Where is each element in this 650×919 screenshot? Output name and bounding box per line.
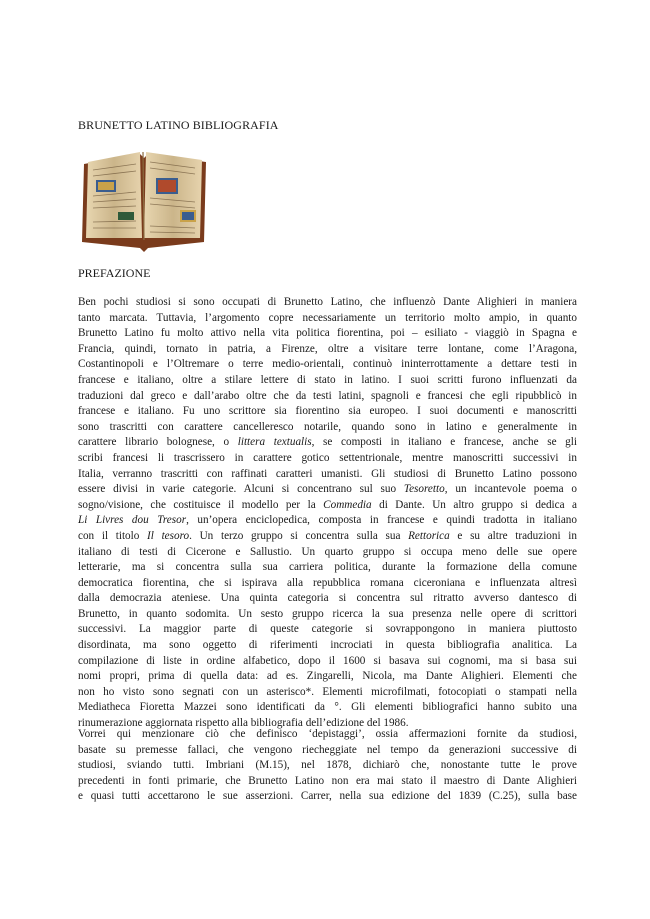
text-line: francese e italiano, oltre a stilare lettere di stato in latino. I suoi scritti furono influenzati da — [78, 373, 577, 386]
text-line: non ho visto sono segnati con un asterisco*. Elementi microfilmati, fotocopiati o stampati nella — [78, 685, 577, 698]
text-line: Vorrei qui menzionare ciò che definisco ‘depistaggi’, ossia affermazioni fornite da studiosi, — [78, 728, 577, 740]
text-line: democratica fiorentina, che si ispirava alla repubblica romana ciceroniana e influenzata altresì — [78, 576, 577, 589]
text-line: sono trascritti con carattere cancelleresco notarile, quando sono in latino e generalmente in — [78, 420, 577, 433]
paragraph-preface-1 — [78, 295, 577, 732]
text-line: scribi francesi li trascrissero in carattere gotico settentrionale, mentre manoscritti successivi in — [78, 451, 577, 464]
text-line: dalla democrazia ateniese. Una quinta categoria si concentra sul ritratto avverso dantesco di — [78, 592, 577, 605]
text-line: letterarie, ma si concentra sulla sua carriera politica, durante la formazione della comune — [78, 561, 577, 574]
text-line: compilazione di liste in ordine alfabetico, dopo il 1600 si basava sui cognomi, ma si basa sui — [78, 654, 577, 667]
text-line: sogno/visione, che costituisce il modello per la Commedia di Dante. Un altro gruppo si dedica a — [78, 498, 577, 511]
paragraph-preface-2 — [78, 727, 577, 805]
illuminated-manuscript-book-icon — [78, 142, 210, 252]
text-line: precedenti in fonti primarie, che Brunetto Latino non era mai stato il maestro di Dante Alighieri — [78, 774, 577, 787]
section-heading: PREFAZIONE — [78, 266, 151, 280]
text-line: traduzioni dal greco e dall’arabo oltre che da testi latini, spagnoli e francesi che egli ripubblicò in — [78, 389, 577, 402]
text-line: Li Livres dou Tresor, un’opera enciclopedica, composta in francese e quindi tradotta in italiano — [78, 514, 577, 527]
text-line: Francia, quindi, tornato in patria, a Firenze, oltre a visitare terre lontane, come l’Aragona, — [78, 342, 577, 355]
text-line: studiosi, sviando tutti. Imbriani (M.15), nel 1878, dichiarò che, nonostante tutte le prove — [78, 759, 577, 772]
text-line: nomi propri, prima di quella data: ad es. Zingarelli, Nicola, ma Dante Alighieri. Elementi che — [78, 670, 577, 683]
document-title: BRUNETTO LATINO BIBLIOGRAFIA — [78, 118, 279, 132]
text-line: Brunetto, in quanto sodomita. Un sesto gruppo ricerca la sua presenza nelle opere di scrittori — [78, 607, 577, 620]
text-line: Costantinopoli e l’Oltremare o terre medio-orientali, continuò ininterrottamente a dettare testi in — [78, 358, 577, 371]
text-line: rinumerazione aggiornata rispetto alla bibliografia dell’edizione del 1986. — [78, 717, 409, 730]
text-line: Brunetto Latino fu molto attivo nella vita politica fiorentina, poi – esiliato - viaggiò in Spagna e — [78, 327, 577, 340]
text-line: Ben pochi studiosi si sono occupati di Brunetto Latino, che influenzò Dante Alighieri in maniera — [78, 296, 577, 308]
text-line: carattere librario bolognese, o littera textualis, se composti in italiano e francese, anche se gli — [78, 436, 577, 449]
text-line: italiano di testi di Cicerone e Sallustio. Un quarto gruppo si occupa meno delle sue opere — [78, 545, 577, 558]
text-line: con il titolo Il tesoro. Un terzo gruppo si concentra sulla sua Rettorica e su altre traduzioni in — [78, 529, 577, 542]
text-line: essere divisi in varie categorie. Alcuni si concentrano sul suo Tesoretto, un incantevole poema o — [78, 483, 577, 496]
text-line: tanto marcata. Tuttavia, l’argomento copre necessariamente un territorio molto ampio, in quanto — [78, 311, 577, 324]
text-line: francese e italiano. Fu uno scrittore sia fiorentino sia europeo. I suoi documenti e manoscritti — [78, 405, 577, 418]
text-line: basate su premesse fallaci, che vengono riecheggiate nel tempo da generazioni successive di — [78, 743, 577, 756]
text-line: Mediatheca Fioretta Mazzei sono identificati da °. Gli elementi bibliografici hanno subito una — [78, 701, 577, 714]
text-line: disordinata, ma sono oggetto di riferimenti incrociati in questa bibliografia analitica. La — [78, 639, 577, 652]
text-line: e quasi tutti accettarono le sue asserzioni. Carrer, nella sua edizione del 1839 (C.25), sulla base — [78, 790, 577, 803]
text-line: successivi. La maggior parte di queste categorie si sovrappongono in maniera piuttosto — [78, 623, 577, 636]
text-line: Italia, verranno trascritti con raffinati caratteri umanisti. Gli studiosi di Brunetto Latino possono — [78, 467, 577, 480]
